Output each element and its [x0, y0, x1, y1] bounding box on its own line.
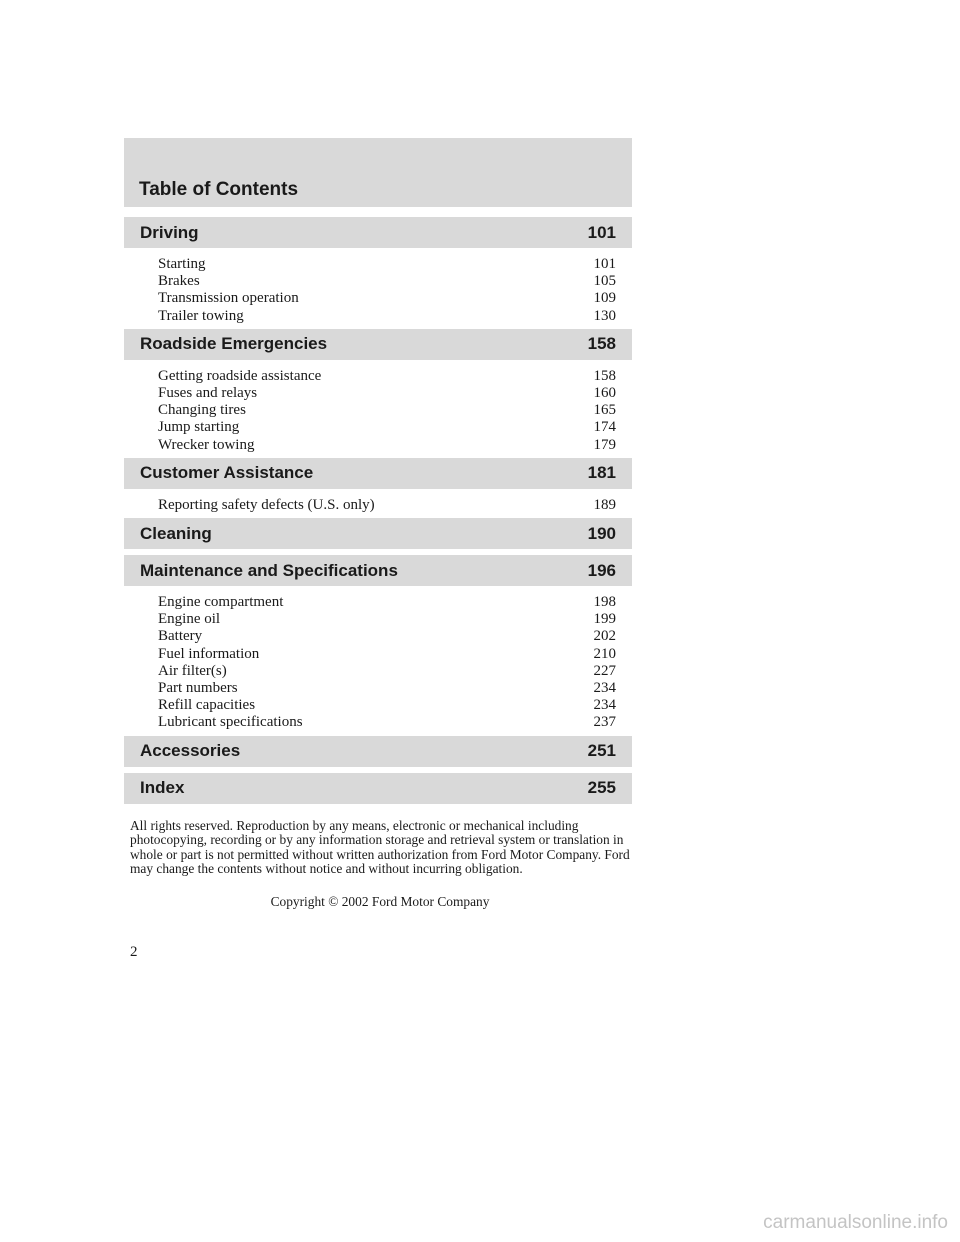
entry-label: Engine compartment — [158, 594, 284, 611]
table-of-contents — [124, 138, 632, 810]
section-title: Accessories — [140, 741, 241, 761]
toc-section-header[interactable] — [124, 518, 632, 549]
section-title: Index — [140, 778, 185, 798]
toc-section-header[interactable] — [124, 736, 632, 767]
entry-page: 109 — [593, 290, 616, 307]
toc-entry[interactable] — [158, 437, 616, 454]
entry-page: 210 — [593, 645, 616, 662]
section-title: Maintenance and Specifications — [140, 560, 398, 580]
entry-label: Getting roadside assistance — [158, 367, 322, 384]
entry-page: 101 — [593, 256, 616, 272]
entry-page: 174 — [593, 419, 616, 436]
section-items — [124, 248, 632, 329]
section-page: 255 — [587, 778, 616, 798]
entry-label: Part numbers — [158, 680, 238, 697]
watermark: carmanualsonline.info — [763, 1212, 948, 1233]
section-title: Roadside Emergencies — [140, 334, 328, 354]
entry-label: Wrecker towing — [158, 436, 255, 453]
section-page: 181 — [587, 463, 616, 483]
section-page: 101 — [587, 222, 616, 242]
section-title: Cleaning — [140, 523, 212, 543]
entry-page: 105 — [593, 273, 616, 290]
entry-label: Trailer towing — [158, 307, 244, 324]
toc-title: Table of Contents — [139, 179, 299, 200]
section-items — [124, 586, 632, 736]
toc-entry[interactable] — [158, 714, 616, 731]
section-title: Driving — [140, 222, 199, 242]
entry-label: Changing tires — [158, 402, 246, 419]
entry-label: Reporting safety defects (U.S. only) — [158, 496, 375, 513]
section-page: 158 — [587, 334, 616, 354]
toc-entry[interactable] — [158, 611, 616, 628]
entry-page: 237 — [593, 714, 616, 731]
toc-entry[interactable] — [158, 290, 616, 307]
entry-page: 199 — [593, 611, 616, 628]
toc-section-header[interactable] — [124, 217, 632, 248]
toc-entry[interactable] — [158, 594, 616, 611]
section-page: 190 — [587, 523, 616, 543]
toc-entry[interactable] — [158, 368, 616, 385]
toc-entry[interactable] — [158, 273, 616, 290]
section-items — [124, 360, 632, 458]
entry-page: 189 — [593, 496, 616, 513]
entry-page: 234 — [593, 680, 616, 697]
entry-label: Refill capacities — [158, 697, 256, 714]
toc-entry[interactable] — [158, 497, 616, 514]
entry-page: 227 — [593, 662, 616, 679]
entry-label: Fuel information — [158, 645, 260, 662]
entry-label: Engine oil — [158, 611, 221, 628]
toc-entry[interactable] — [158, 697, 616, 714]
toc-section-header[interactable] — [124, 329, 632, 360]
toc-section-header[interactable] — [124, 555, 632, 586]
entry-label: Battery — [158, 628, 203, 645]
entry-page: 179 — [593, 436, 616, 453]
entry-page: 165 — [593, 402, 616, 419]
entry-label: Jump starting — [158, 419, 240, 436]
toc-header — [124, 138, 632, 207]
entry-page: 130 — [593, 307, 616, 324]
copyright-notice: Copyright © 2002 Ford Motor Company — [270, 894, 490, 909]
entry-label: Fuses and relays — [158, 385, 258, 402]
toc-entry[interactable] — [158, 402, 616, 419]
toc-entry[interactable] — [158, 628, 616, 645]
entry-page: 158 — [593, 367, 616, 384]
section-items — [124, 489, 632, 518]
toc-sections — [124, 217, 632, 810]
entry-label: Brakes — [158, 273, 200, 290]
entry-page: 234 — [593, 697, 616, 714]
section-title: Customer Assistance — [140, 463, 314, 483]
toc-section-header[interactable] — [124, 458, 632, 489]
entry-label: Transmission operation — [158, 290, 299, 307]
section-page: 251 — [587, 741, 616, 761]
entry-label: Starting — [158, 256, 206, 272]
page-number: 2 — [130, 944, 138, 960]
toc-entry[interactable] — [158, 256, 616, 273]
entry-label: Air filter(s) — [158, 662, 227, 679]
entry-page: 202 — [593, 628, 616, 645]
toc-entry[interactable] — [158, 419, 616, 436]
toc-entry[interactable] — [158, 385, 616, 402]
entry-label: Lubricant specifications — [158, 714, 303, 731]
toc-section-header[interactable] — [124, 773, 632, 804]
toc-entry[interactable] — [158, 680, 616, 697]
section-gap — [124, 804, 632, 810]
toc-entry[interactable] — [158, 663, 616, 680]
toc-entry[interactable] — [158, 308, 616, 325]
entry-page: 160 — [593, 385, 616, 402]
legal-notice: All rights reserved. Reproduction by any means, electronic or mechanical including photocopying, recording or by any information storage and retrieval system or translation in whole or part is not permitted without written authorization from Ford Motor Company. Ford may change the contents without notice and without incurring obligation. — [130, 818, 630, 877]
section-page: 196 — [587, 560, 616, 580]
toc-entry[interactable] — [158, 646, 616, 663]
entry-page: 198 — [593, 594, 616, 611]
